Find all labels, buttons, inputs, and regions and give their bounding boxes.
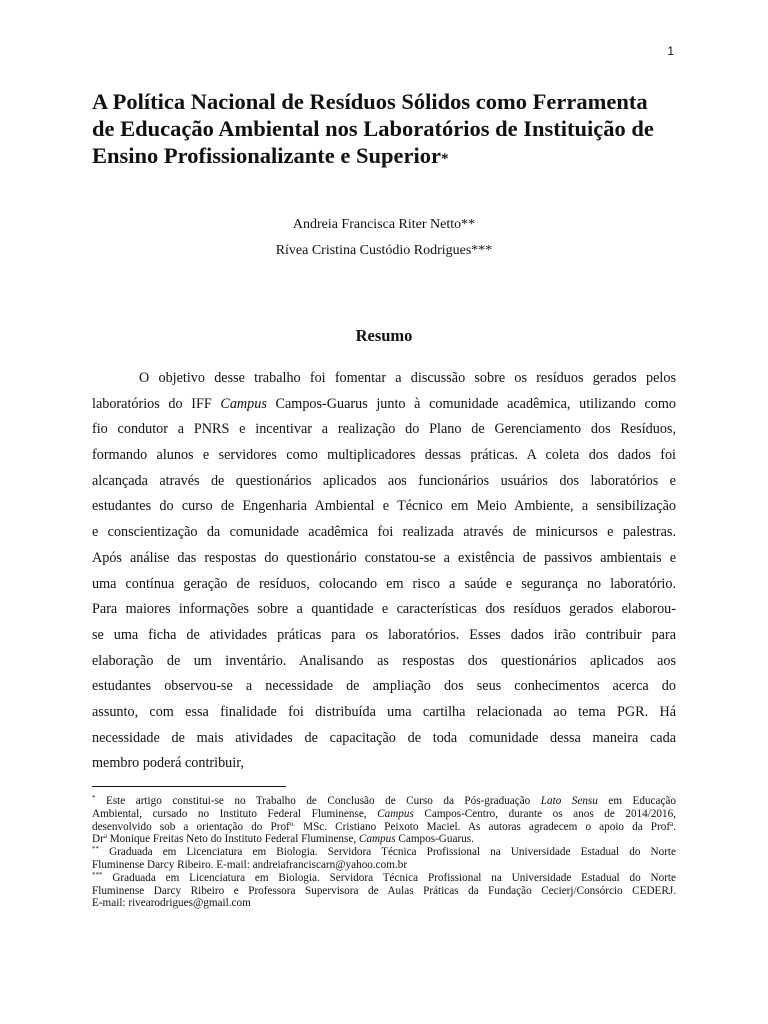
footnote-3-line [92,872,676,885]
abstract-heading: Resumo [355,326,413,345]
abstract-line [92,392,676,418]
author-list [92,212,676,264]
abstract-line: e conscientização da comunidade acadêmica foi realizada através de minicursos e palestras. [92,524,676,541]
footnote-text: MSc. Cristiano Peixoto Maciel. As autoras agradecem o apoio da Prof [295,820,671,833]
footnote-mark: *** [92,870,103,879]
footnote-text: Graduada em Licenciatura em Biologia. Servidora Técnica Profissional na Universidade Estadual do Norte [99,846,676,859]
title-line-3: Ensino Profissionalizante e Superior [92,143,441,168]
author-1: Andreia Francisca Riter Netto** [292,217,476,232]
abstract-text: Campos-Guarus junto à comunidade acadêmica, utilizando como [266,395,676,412]
footnote-1-line [92,833,676,846]
author-2: Rívea Cristina Custódio Rodrigues*** [275,243,493,258]
abstract-line: se uma ficha de atividades práticas para os laboratórios. Esses dados irão contribuir para [92,626,676,643]
footnote-text: Graduada em Licenciatura em Biologia. Servidora Técnica Profissional na Universidade Estadual do Norte [102,871,676,884]
footnote-1-line [92,821,676,834]
footnote-text: Dr [92,833,104,846]
footnote-italic: Campus [358,833,396,846]
abstract-line: estudantes observou-se a necessidade de ampliação dos seus conhecimentos acerca do [92,678,676,695]
footnote-italic: Lato Sensu [540,795,598,807]
abstract-line: elaboração de um inventário. Analisando as respostas dos questionários aplicados aos [92,652,676,669]
page-number: 1 [667,44,674,58]
abstract-line: estudantes do curso de Engenharia Ambiental e Técnico em Meio Ambiente, a sensibilização [92,498,676,515]
footnote-sup: a [670,819,674,828]
title-line-1: A Política Nacional de Resíduos Sólidos como Ferramenta [92,89,648,114]
footnote-1-line [92,795,676,808]
footnote-mark: * [92,794,96,802]
footnote-sup: o. [289,819,296,828]
footnote-3-line: Fluminense Darcy Ribeiro e Professora Supervisora de Aulas Práticas da Fundação Cecierj/Consórcio CEDERJ. [92,884,676,897]
abstract-text: laboratórios do IFF [92,395,221,412]
footnotes [92,795,676,910]
abstract-campus-italic: Campus [220,395,267,412]
footnote-italic: Campus [377,807,414,820]
abstract-line: alcançada através de questionários aplicados aos funcionários usuários dos laboratórios e [92,472,676,489]
footnote-text: Este artigo constitui-se no Trabalho de Conclusão de Curso da Pós-graduação [95,795,541,807]
footnote-2-line: Fluminense Darcy Ribeiro. E-mail: andreiafranciscarn@yahoo.com.br [92,858,408,871]
abstract-line: Após análise das respostas do questionário constatou-se a existência de passivos ambientais e [92,549,676,566]
footnote-divider [92,786,286,787]
abstract-line: assunto, com essa finalidade foi distribuída uma cartilha relacionada ao tema PGR. Há [92,703,676,720]
footnote-text: . [673,820,676,833]
title-footnote-mark: * [440,151,449,167]
footnote-text: Monique Freitas Neto do Instituto Federal Fluminense, [106,833,359,846]
footnote-2-line [92,846,676,859]
footnote-text: em Educação [597,795,676,807]
footnote-text: Campos-Centro, durante os anos de 2014/2016, [413,807,677,820]
abstract-line: fio condutor a PNRS e incentivar a realização do Plano de Gerenciamento dos Resíduos, [92,421,676,438]
paper-title [92,88,686,173]
footnote-text: Campos-Guarus. [395,833,474,846]
abstract-body [92,366,676,777]
abstract-line: O objetivo desse trabalho foi fomentar a discussão sobre os resíduos gerados pelos [139,370,676,386]
abstract-line: membro poderá contribuir, [92,755,244,772]
abstract-line: formando alunos e servidores como multiplicadores dessas práticas. A coleta dos dados foi [92,447,676,464]
abstract-line: uma contínua geração de resíduos, colocando em risco a saúde e segurança no laboratório. [92,575,676,592]
footnote-1-line [92,808,676,821]
title-line-2: de Educação Ambiental nos Laboratórios de Instituição de [92,116,654,141]
footnote-text: Ambiental, cursado no Instituto Federal Fluminense, [92,807,378,820]
abstract-line: necessidade de mais atividades de capacitação de toda comunidade dessa maneira cada [92,729,676,746]
footnote-sup: a [103,832,107,841]
footnote-text: desenvolvido sob a orientação do Prof [92,820,290,833]
footnote-mark: ** [92,845,99,854]
abstract-line: Para maiores informações sobre a quantidade e características dos resíduos gerados elaborou- [92,601,676,618]
footnote-3-line: E-mail: rivearodrigues@gmail.com [92,897,251,910]
